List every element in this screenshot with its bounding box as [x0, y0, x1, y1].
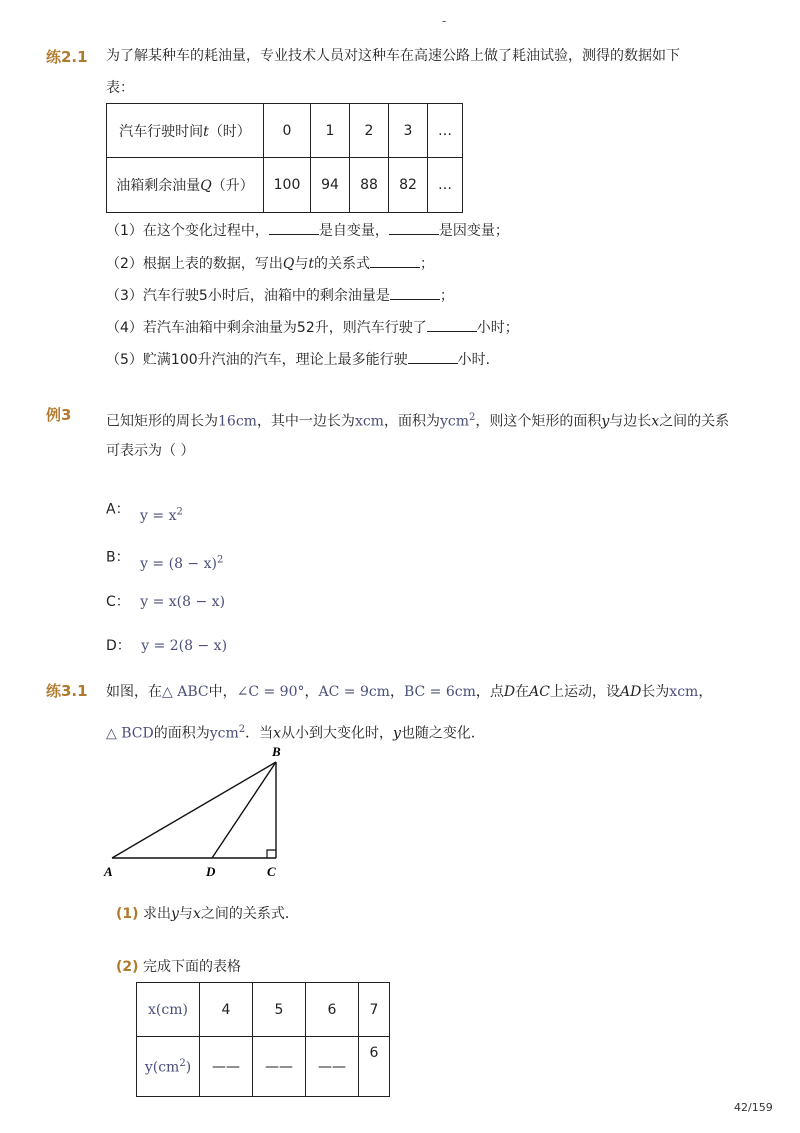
example-3-line2: 可表示为（ ） [106, 443, 195, 459]
table-row [107, 158, 463, 213]
exercise-2-1-intro-line1: 为了解某种车的耗油量，专业技术人员对这种车在高速公路上做了耗油试验，测得的数据如下 [106, 48, 680, 64]
right-angle-mark [267, 850, 276, 858]
header-mark: - [442, 14, 447, 28]
option-b-expression: $y = (8 - x)^2$ [140, 554, 224, 572]
table-cell: 94 [311, 158, 350, 213]
question-4: （4）若汽车油箱中剩余油量为52升，则汽车行驶了 小时； [106, 320, 519, 336]
segment-bd [212, 762, 276, 858]
table-cell[interactable]: —— [253, 1037, 306, 1097]
table-row [137, 983, 390, 1037]
table-cell: 100 [264, 158, 311, 213]
option-c[interactable]: C： y = x(8 − x) [106, 594, 226, 610]
table-cell[interactable]: —— [306, 1037, 359, 1097]
option-a-expression: $y = x^2$ [140, 506, 183, 524]
table-cell: 1 [311, 104, 350, 158]
segment-ab [112, 762, 276, 858]
answer-blank[interactable] [389, 234, 439, 235]
point-a-label: A [104, 864, 113, 879]
table-cell[interactable]: —— [200, 1037, 253, 1097]
question-2: （2）根据上表的数据，写出Q与t的关系式 ； [106, 256, 435, 272]
triangle-figure [100, 742, 300, 882]
table-row [137, 1037, 390, 1097]
sub-question-1: (1) 求出y与x之间的关系式． [116, 906, 299, 922]
example-3-label: 例3 [46, 406, 72, 424]
exercise-2-1-label: 练2.1 [46, 48, 88, 66]
table-cell: 0 [264, 104, 311, 158]
table-cell: 6 [306, 983, 359, 1037]
row-header-fuel: 油箱剩余油量Q（升） [107, 158, 264, 213]
point-c-label: C [267, 864, 276, 879]
table-cell: 3 [389, 104, 428, 158]
sub-question-2: (2) 完成下面的表格 [116, 959, 241, 975]
option-d-expression: y = 2(8 − x) [141, 638, 228, 654]
table-cell: 7 [359, 983, 390, 1037]
point-b-label: B [272, 744, 281, 759]
table-cell: 5 [253, 983, 306, 1037]
fuel-data-table [106, 103, 463, 213]
table-cell: 82 [389, 158, 428, 213]
table-cell: 6 [359, 1037, 390, 1097]
option-b[interactable]: B： $y = (8 - x)^2$ [106, 549, 224, 572]
page-number: 42/159 [734, 1101, 773, 1114]
question-3: （3）汽车行驶5小时后，油箱中的剩余油量是 ； [106, 288, 454, 304]
answer-blank[interactable] [427, 331, 477, 332]
answer-blank[interactable] [370, 267, 420, 268]
table-cell: 88 [350, 158, 389, 213]
option-c-expression: y = x(8 − x) [140, 594, 226, 610]
table-cell: 2 [350, 104, 389, 158]
question-5: （5）贮满100升汽油的汽车，理论上最多能行驶 小时． [106, 352, 500, 368]
row-header-time: 汽车行驶时间t（时） [107, 104, 264, 158]
point-d-label: D [206, 864, 216, 879]
area-table [136, 982, 390, 1097]
question-1: （1）在这个变化过程中， 是自变量， 是因变量； [106, 223, 509, 239]
answer-blank[interactable] [269, 234, 319, 235]
table-cell: 4 [200, 983, 253, 1037]
exercise-3-1-line1: 如图，在△ ABC中，∠C = 90°，AC = 9cm，BC = 6cm，点D在AC上运动，设AD长为xcm， [106, 684, 713, 700]
answer-blank[interactable] [408, 363, 458, 364]
row-header-x: x(cm) [137, 983, 200, 1037]
table-cell: … [428, 104, 463, 158]
table-row [107, 104, 463, 158]
option-a[interactable]: A： $y = x^2$ [106, 501, 183, 524]
option-d[interactable]: D： y = 2(8 − x) [106, 638, 228, 654]
table-cell: … [428, 158, 463, 213]
example-3-line1: 已知矩形的周长为16cm，其中一边长为xcm，面积为ycm$^2$，则这个矩形的面积y与边长x之间的关系 [106, 412, 730, 430]
row-header-y: $y(cm^2)$ [137, 1037, 200, 1097]
exercise-3-1-label: 练3.1 [46, 682, 88, 700]
answer-blank[interactable] [390, 299, 440, 300]
exercise-2-1-intro-line2: 表： [106, 80, 134, 96]
exercise-3-1-line2: △ BCD的面积为ycm$^2$．当x从小到大变化时，y也随之变化． [106, 724, 485, 742]
